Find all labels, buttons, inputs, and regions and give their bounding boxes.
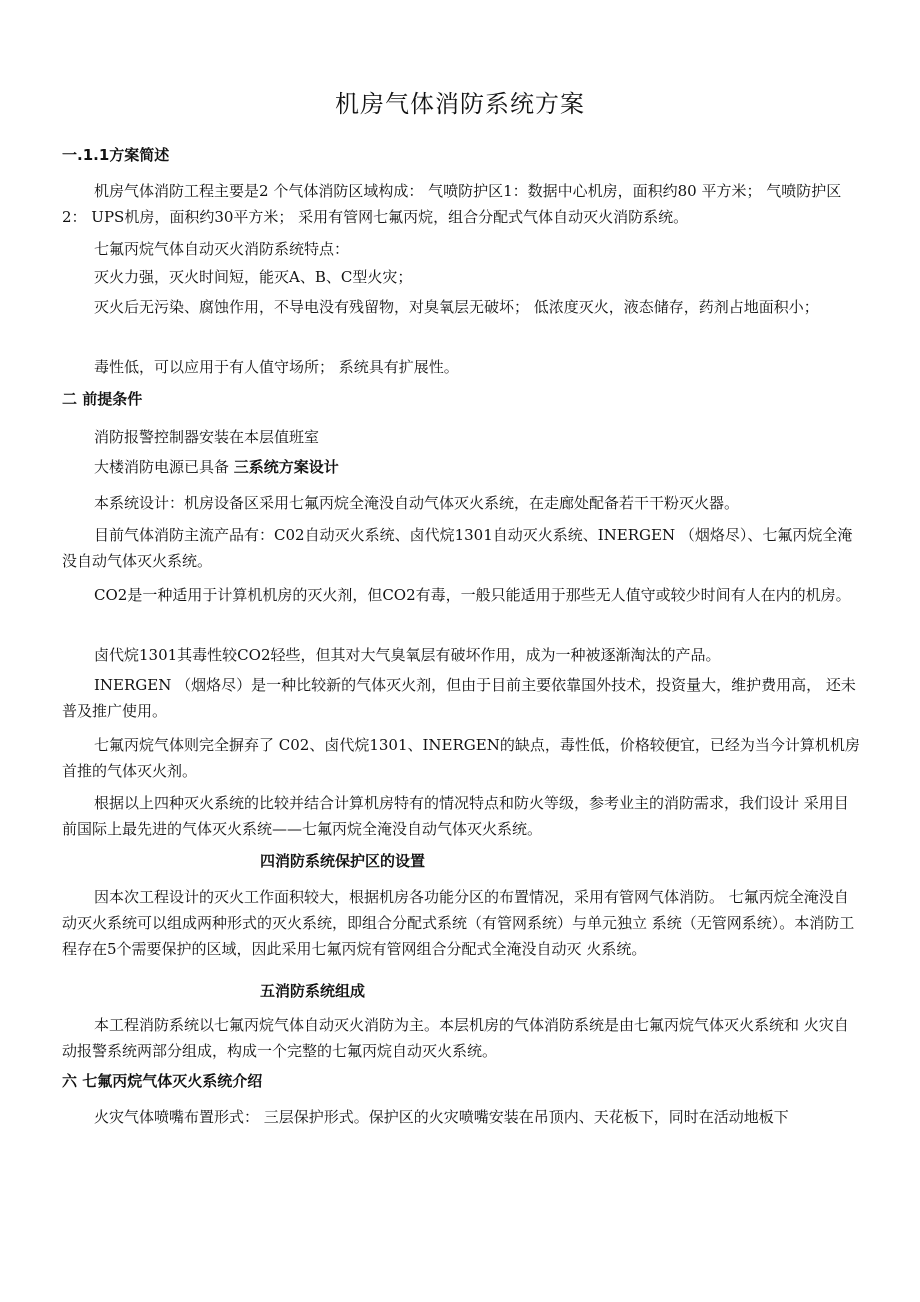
section-3-paragraph-7 — [62, 790, 862, 842]
section-3-paragraph-4 — [62, 642, 862, 668]
section-3-paragraph-6-text: 七氟丙烷气体则完全摒弃了 C02、卤代烷1301、INERGEN的缺点，毒性低，价格较便宜，已经为当今计算机机房首推的气体灭火剂。 — [62, 736, 860, 780]
section-4-paragraph-1-text: 因本次工程设计的灭火工作面积较大，根据机房各功能分区的布置情况，采用有管网气体消防。 七氟丙烷全淹没自动灭火系统可以组成两种形式的灭火系统，即组合分配式系统（有管网系统）与单元独立 系统（无管网系统）。本消防工程存在5个需要保护的区域，因此采用七氟丙烷有管网组合分配式全淹没自动灭 火系统。 — [62, 888, 855, 958]
page-title: 机房气体消防系统方案 — [335, 90, 585, 118]
section-3-paragraph-5 — [62, 672, 862, 724]
section-2-heading: 二 前提条件 — [62, 390, 143, 408]
section-1-paragraph-2 — [62, 236, 862, 262]
section-1-paragraph-3-text: 灭火力强，灭火时间短，能灭A、B、C型火灾； — [94, 268, 413, 286]
section-6-paragraph-1 — [62, 1104, 862, 1130]
section-6-heading: 六 七氟丙烷气体灭火系统介绍 — [62, 1072, 263, 1090]
section-1-paragraph-1 — [62, 178, 862, 230]
section-1-paragraph-2-text: 七氟丙烷气体自动灭火消防系统特点： — [94, 240, 350, 258]
section-5-paragraph-1 — [62, 1012, 862, 1064]
section-1-paragraph-4 — [62, 294, 862, 320]
section-2-paragraph-1-text: 消防报警控制器安装在本层值班室 — [94, 428, 320, 446]
section-1-heading: 一.1.1方案简述 — [62, 146, 170, 164]
section-2-paragraph-1 — [62, 424, 862, 450]
section-3-paragraph-6 — [62, 732, 862, 784]
section-4-heading: 四消防系统保护区的设置 — [260, 852, 426, 870]
section-1-paragraph-1-text: 机房气体消防工程主要是2 个气体消防区域构成： 气喷防护区1：数据中心机房，面积约80 平方米； 气喷防护区2： UPS机房，面积约30平方米； 采用有管网七氟丙烷，组合分配式气体自动灭火消防系统。 — [62, 182, 842, 226]
section-3-paragraph-1-text: 本系统设计：机房设备区采用七氟丙烷全淹没自动气体灭火系统，在走廊处配备若干干粉灭火器。 — [94, 494, 740, 512]
section-2-paragraph-2-text: 大楼消防电源已具备 — [94, 458, 230, 476]
section-3-paragraph-5-text: INERGEN （烟烙尽）是一种比较新的气体灭火剂，但由于目前主要依靠国外技术，投资量大，维护费用高， 还未普及推广使用。 — [62, 676, 856, 720]
section-3-paragraph-4-text: 卤代烷1301其毒性较CO2轻些，但其对大气臭氧层有破坏作用，成为一种被逐渐淘汰的产品。 — [94, 646, 721, 664]
section-3-paragraph-2 — [62, 522, 862, 574]
section-4-paragraph-1 — [62, 884, 862, 962]
section-1-paragraph-5-text: 毒性低，可以应用于有人值守场所； 系统具有扩展性。 — [94, 358, 459, 376]
section-3-heading: 三系统方案设计 — [233, 458, 339, 476]
section-3-paragraph-1 — [62, 490, 862, 516]
section-3-paragraph-7-text: 根据以上四种灭火系统的比较并结合计算机房特有的情况特点和防火等级，参考业主的消防需求，我们设计 采用目前国际上最先进的气体灭火系统——七氟丙烷全淹没自动气体灭火系统。 — [62, 794, 849, 838]
section-1-paragraph-4-text: 灭火后无污染、腐蚀作用，不导电没有残留物，对臭氧层无破坏； 低浓度灭火，液态储存，药剂占地面积小； — [94, 298, 819, 316]
section-3-paragraph-3-text: CO2是一种适用于计算机机房的灭火剂，但CO2有毒，一般只能适用于那些无人值守或较少时间有人在内的机房。 — [94, 586, 851, 604]
section-3-paragraph-2-text: 目前气体消防主流产品有：C02自动灭火系统、卤代烷1301自动灭火系统、INERGEN （烟烙尽）、七氟丙烷全淹没自动气体灭火系统。 — [62, 526, 853, 570]
section-5-heading: 五消防系统组成 — [260, 982, 366, 1000]
section-2-paragraph-2 — [62, 454, 862, 480]
section-1-paragraph-5 — [62, 354, 862, 380]
section-5-paragraph-1-text: 本工程消防系统以七氟丙烷气体自动灭火消防为主。本层机房的气体消防系统是由七氟丙烷气体灭火系统和 火灾自动报警系统两部分组成，构成一个完整的七氟丙烷自动灭火系统。 — [62, 1016, 849, 1060]
section-6-paragraph-1-text: 火灾气体喷嘴布置形式： 三层保护形式。保护区的火灾喷嘴安装在吊顶内、天花板下，同时在活动地板下 — [94, 1108, 789, 1126]
section-1-paragraph-3 — [62, 264, 862, 290]
section-3-paragraph-3 — [62, 582, 862, 608]
